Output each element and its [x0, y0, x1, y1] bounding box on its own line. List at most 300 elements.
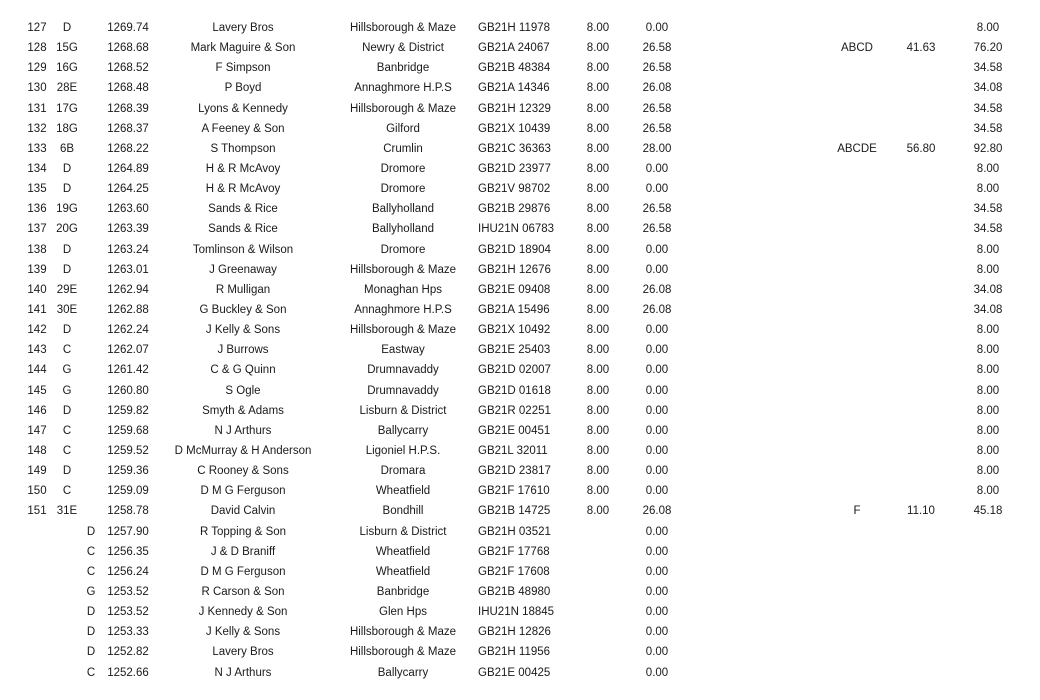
- velocity-cell: 1262.88: [107, 303, 149, 316]
- fancier-name-cell: J & D Braniff: [210, 545, 276, 558]
- position-cell: 133: [27, 142, 47, 155]
- position-cell: 136: [27, 203, 47, 216]
- table-row: [0, 159, 1040, 179]
- ring-number-cell: GB21F 17610: [478, 485, 550, 498]
- club-cell: Wheatfield: [375, 545, 431, 558]
- section-code-cell: C: [86, 666, 96, 679]
- fancier-name-cell: Sands & Rice: [208, 203, 278, 216]
- fancier-name-cell: F Simpson: [215, 62, 271, 75]
- fancier-name-cell: P Boyd: [224, 82, 262, 95]
- velocity-cell: 1264.25: [107, 183, 149, 196]
- prize-a-cell: 8.00: [586, 303, 610, 316]
- ring-number-cell: GB21H 11956: [478, 646, 551, 659]
- prize-a-cell: 8.00: [586, 122, 610, 135]
- position-cell: 149: [27, 465, 47, 478]
- prize-a-cell: 8.00: [586, 62, 610, 75]
- prize-a-cell: 8.00: [586, 344, 610, 357]
- table-row: [0, 401, 1040, 421]
- table-row: [0, 38, 1040, 58]
- prize-a-cell: 8.00: [586, 324, 610, 337]
- club-cell: Hillsborough & Maze: [349, 324, 457, 337]
- fancier-name-cell: Lavery Bros: [212, 22, 274, 34]
- section-code-cell: 17G: [56, 102, 78, 115]
- ring-number-cell: GB21F 17768: [478, 545, 550, 558]
- total-cell: 45.18: [973, 505, 1003, 518]
- table-row: [0, 522, 1040, 542]
- ring-number-cell: GB21E 00425: [478, 666, 551, 679]
- table-row: [0, 501, 1040, 521]
- table-row: [0, 119, 1040, 139]
- section-code-cell: C: [62, 424, 72, 437]
- pool-code-cell: F: [853, 505, 861, 518]
- prize-a-cell: 8.00: [586, 404, 610, 417]
- prize-a-cell: 8.00: [586, 485, 610, 498]
- ring-number-cell: GB21B 14725: [478, 505, 551, 518]
- prize-b-cell: 26.58: [642, 203, 672, 216]
- club-cell: Hillsborough & Maze: [349, 263, 457, 276]
- ring-number-cell: GB21B 48980: [478, 585, 551, 598]
- fancier-name-cell: D M G Ferguson: [200, 485, 286, 498]
- ring-number-cell: GB21H 12676: [478, 263, 551, 276]
- club-cell: Eastway: [381, 344, 425, 357]
- total-cell: 34.08: [973, 82, 1003, 95]
- fancier-name-cell: H & R McAvoy: [205, 183, 281, 196]
- prize-b-cell: 26.08: [642, 303, 672, 316]
- fancier-name-cell: A Feeney & Son: [201, 122, 285, 135]
- club-cell: Hillsborough & Maze: [349, 102, 457, 115]
- ring-number-cell: GB21D 02007: [478, 364, 551, 377]
- prize-a-cell: 8.00: [586, 505, 610, 518]
- table-row: [0, 179, 1040, 199]
- prize-a-cell: 8.00: [586, 162, 610, 175]
- section-code-cell: D: [62, 324, 72, 337]
- position-cell: 127: [27, 22, 47, 34]
- prize-b-cell: 0.00: [645, 626, 669, 639]
- table-row: [0, 99, 1040, 119]
- velocity-cell: 1264.89: [107, 162, 149, 175]
- prize-b-cell: 26.58: [642, 122, 672, 135]
- fancier-name-cell: David Calvin: [210, 505, 276, 518]
- position-cell: 142: [27, 324, 47, 337]
- prize-b-cell: 26.58: [642, 62, 672, 75]
- velocity-cell: 1262.94: [107, 283, 149, 296]
- total-cell: 8.00: [976, 485, 1000, 498]
- position-cell: 146: [27, 404, 47, 417]
- position-cell: 140: [27, 283, 47, 296]
- club-cell: Hillsborough & Maze: [349, 22, 457, 34]
- total-cell: 34.58: [973, 122, 1003, 135]
- total-cell: 8.00: [976, 243, 1000, 256]
- total-cell: 8.00: [976, 384, 1000, 397]
- prize-b-cell: 0.00: [645, 364, 669, 377]
- prize-b-cell: 0.00: [645, 384, 669, 397]
- table-row: [0, 18, 1040, 38]
- ring-number-cell: GB21C 36363: [478, 142, 551, 155]
- section-code-cell: C: [62, 485, 72, 498]
- prize-b-cell: 0.00: [645, 183, 669, 196]
- position-cell: 128: [27, 42, 47, 55]
- velocity-cell: 1262.24: [107, 324, 149, 337]
- fancier-name-cell: Lyons & Kennedy: [198, 102, 288, 115]
- prize-b-cell: 0.00: [645, 324, 669, 337]
- fancier-name-cell: Lavery Bros: [212, 646, 274, 659]
- prize-a-cell: 8.00: [586, 22, 610, 34]
- prize-a-cell: 8.00: [586, 263, 610, 276]
- total-cell: 8.00: [976, 404, 1000, 417]
- fancier-name-cell: Tomlinson & Wilson: [192, 243, 294, 256]
- section-code-cell: D: [62, 22, 72, 34]
- club-cell: Ballycarry: [377, 424, 429, 437]
- pool-code-cell: ABCD: [841, 42, 873, 55]
- prize-b-cell: 0.00: [645, 162, 669, 175]
- prize-b-cell: 0.00: [645, 606, 669, 619]
- club-cell: Crumlin: [383, 142, 423, 155]
- total-cell: 8.00: [976, 263, 1000, 276]
- section-code-cell: D: [86, 646, 96, 659]
- club-cell: Wheatfield: [375, 565, 431, 578]
- position-cell: 132: [27, 122, 47, 135]
- fancier-name-cell: S Ogle: [225, 384, 261, 397]
- section-code-cell: 16G: [56, 62, 78, 75]
- velocity-cell: 1256.24: [107, 565, 149, 578]
- club-cell: Hillsborough & Maze: [349, 626, 457, 639]
- ring-number-cell: GB21E 00451: [478, 424, 551, 437]
- total-cell: 8.00: [976, 344, 1000, 357]
- fancier-name-cell: H & R McAvoy: [205, 162, 281, 175]
- ring-number-cell: IHU21N 06783: [478, 223, 555, 236]
- section-code-cell: C: [62, 444, 72, 457]
- prize-b-cell: 0.00: [645, 444, 669, 457]
- ring-number-cell: GB21D 18904: [478, 243, 551, 256]
- fancier-name-cell: N J Arthurs: [214, 666, 272, 679]
- section-code-cell: D: [62, 183, 72, 196]
- section-code-cell: 31E: [56, 505, 78, 518]
- velocity-cell: 1268.52: [107, 62, 149, 75]
- table-row: [0, 240, 1040, 260]
- ring-number-cell: GB21H 03521: [478, 525, 551, 538]
- prize-b-cell: 0.00: [645, 485, 669, 498]
- velocity-cell: 1259.52: [107, 444, 149, 457]
- club-cell: Annaghmore H.P.S: [354, 82, 452, 95]
- section-code-cell: 19G: [56, 203, 78, 216]
- table-row: [0, 199, 1040, 219]
- fancier-name-cell: R Topping & Son: [199, 525, 287, 538]
- club-cell: Drumnavaddy: [367, 384, 439, 397]
- club-cell: Ballyholland: [371, 203, 434, 216]
- club-cell: Hillsborough & Maze: [349, 646, 457, 659]
- prize-b-cell: 0.00: [645, 646, 669, 659]
- total-cell: 34.08: [973, 303, 1003, 316]
- section-code-cell: C: [86, 545, 96, 558]
- velocity-cell: 1268.48: [107, 82, 149, 95]
- section-code-cell: G: [62, 364, 72, 377]
- total-cell: 34.58: [973, 203, 1003, 216]
- total-cell: 8.00: [976, 162, 1000, 175]
- pool-value-cell: 11.10: [907, 505, 935, 518]
- prize-a-cell: 8.00: [586, 384, 610, 397]
- section-code-cell: 30E: [56, 303, 78, 316]
- prize-a-cell: 8.00: [586, 243, 610, 256]
- prize-a-cell: 8.00: [586, 283, 610, 296]
- velocity-cell: 1257.90: [107, 525, 149, 538]
- ring-number-cell: GB21D 23817: [478, 465, 551, 478]
- ring-number-cell: GB21H 12329: [478, 102, 551, 115]
- velocity-cell: 1263.24: [107, 243, 149, 256]
- club-cell: Newry & District: [362, 42, 444, 55]
- ring-number-cell: GB21V 98702: [478, 183, 551, 196]
- table-row: [0, 280, 1040, 300]
- prize-b-cell: 0.00: [645, 263, 669, 276]
- position-cell: 135: [27, 183, 47, 196]
- fancier-name-cell: D McMurray & H Anderson: [174, 444, 312, 457]
- fancier-name-cell: J Kelly & Sons: [205, 626, 281, 639]
- section-code-cell: 6B: [59, 142, 75, 155]
- velocity-cell: 1268.37: [107, 122, 149, 135]
- club-cell: Ligoniel H.P.S.: [365, 444, 441, 457]
- table-row: [0, 78, 1040, 98]
- fancier-name-cell: J Kelly & Sons: [205, 324, 281, 337]
- position-cell: 129: [27, 62, 47, 75]
- position-cell: 148: [27, 444, 47, 457]
- club-cell: Ballyholland: [371, 223, 434, 236]
- pool-value-cell: 41.63: [906, 42, 936, 55]
- table-row: [0, 582, 1040, 602]
- fancier-name-cell: Mark Maguire & Son: [190, 42, 296, 55]
- fancier-name-cell: J Kennedy & Son: [198, 606, 288, 619]
- prize-b-cell: 0.00: [645, 465, 669, 478]
- prize-b-cell: 0.00: [645, 666, 669, 679]
- velocity-cell: 1269.74: [107, 22, 149, 34]
- fancier-name-cell: C Rooney & Sons: [197, 465, 289, 478]
- club-cell: Monaghan Hps: [364, 283, 442, 296]
- fancier-name-cell: N J Arthurs: [214, 424, 272, 437]
- prize-b-cell: 0.00: [645, 525, 669, 538]
- club-cell: Dromore: [380, 183, 426, 196]
- fancier-name-cell: C & G Quinn: [210, 364, 276, 377]
- prize-b-cell: 0.00: [645, 545, 669, 558]
- table-row: [0, 461, 1040, 481]
- prize-a-cell: 8.00: [586, 82, 610, 95]
- club-cell: Banbridge: [376, 585, 430, 598]
- fancier-name-cell: D M G Ferguson: [200, 565, 286, 578]
- prize-a-cell: 8.00: [586, 444, 610, 457]
- club-cell: Dromore: [380, 162, 426, 175]
- ring-number-cell: GB21B 29876: [478, 203, 551, 216]
- table-row: [0, 642, 1040, 662]
- position-cell: 150: [27, 485, 47, 498]
- total-cell: 34.08: [973, 283, 1003, 296]
- table-row: [0, 481, 1040, 501]
- position-cell: 144: [27, 364, 47, 377]
- ring-number-cell: GB21A 24067: [478, 42, 550, 55]
- velocity-cell: 1262.07: [107, 344, 149, 357]
- ring-number-cell: GB21F 17608: [478, 565, 550, 578]
- ring-number-cell: GB21R 02251: [478, 404, 551, 417]
- section-code-cell: D: [62, 404, 72, 417]
- velocity-cell: 1256.35: [107, 545, 149, 558]
- ring-number-cell: GB21E 09408: [478, 283, 551, 296]
- prize-a-cell: 8.00: [586, 203, 610, 216]
- velocity-cell: 1259.36: [107, 465, 149, 478]
- table-row: [0, 139, 1040, 159]
- velocity-cell: 1263.39: [107, 223, 149, 236]
- prize-b-cell: 26.58: [642, 223, 672, 236]
- section-code-cell: 28E: [56, 82, 78, 95]
- club-cell: Lisburn & District: [359, 404, 447, 417]
- position-cell: 141: [27, 303, 47, 316]
- total-cell: 76.20: [973, 42, 1003, 55]
- ring-number-cell: GB21X 10492: [478, 324, 551, 337]
- club-cell: Annaghmore H.P.S: [354, 303, 452, 316]
- section-code-cell: 18G: [56, 122, 78, 135]
- velocity-cell: 1253.52: [107, 606, 149, 619]
- table-row: [0, 320, 1040, 340]
- fancier-name-cell: Smyth & Adams: [202, 404, 284, 417]
- pool-code-cell: ABCDE: [837, 142, 877, 155]
- prize-a-cell: 8.00: [586, 142, 610, 155]
- club-cell: Lisburn & District: [359, 525, 447, 538]
- fancier-name-cell: Sands & Rice: [208, 223, 278, 236]
- club-cell: Glen Hps: [379, 606, 427, 619]
- club-cell: Dromore: [380, 243, 426, 256]
- ring-number-cell: IHU21N 18845: [478, 606, 555, 619]
- fancier-name-cell: J Greenaway: [209, 263, 277, 276]
- table-row: [0, 58, 1040, 78]
- prize-b-cell: 26.08: [642, 283, 672, 296]
- section-code-cell: D: [62, 162, 72, 175]
- table-row: [0, 300, 1040, 320]
- prize-b-cell: 26.58: [642, 42, 672, 55]
- table-row: [0, 622, 1040, 642]
- section-code-cell: 20G: [56, 223, 78, 236]
- ring-number-cell: GB21E 25403: [478, 344, 551, 357]
- prize-b-cell: 0.00: [645, 424, 669, 437]
- table-row: [0, 542, 1040, 562]
- velocity-cell: 1263.60: [107, 203, 149, 216]
- position-cell: 134: [27, 162, 47, 175]
- section-code-cell: D: [62, 263, 72, 276]
- ring-number-cell: GB21D 23977: [478, 162, 551, 175]
- club-cell: Banbridge: [376, 62, 430, 75]
- ring-number-cell: GB21D 01618: [478, 384, 551, 397]
- club-cell: Bondhill: [382, 505, 424, 518]
- section-code-cell: C: [62, 344, 72, 357]
- table-row: [0, 340, 1040, 360]
- prize-a-cell: 8.00: [586, 424, 610, 437]
- velocity-cell: 1268.39: [107, 102, 149, 115]
- total-cell: 8.00: [976, 22, 1000, 34]
- table-row: [0, 441, 1040, 461]
- prize-b-cell: 0.00: [645, 344, 669, 357]
- table-row: [0, 219, 1040, 239]
- club-cell: Ballycarry: [377, 666, 429, 679]
- prize-b-cell: 26.08: [642, 505, 672, 518]
- velocity-cell: 1261.42: [107, 364, 149, 377]
- velocity-cell: 1252.82: [107, 646, 149, 659]
- position-cell: 139: [27, 263, 47, 276]
- table-row: [0, 663, 1040, 683]
- prize-b-cell: 0.00: [645, 565, 669, 578]
- total-cell: 8.00: [976, 324, 1000, 337]
- section-code-cell: 29E: [56, 283, 78, 296]
- ring-number-cell: GB21L 32011: [478, 444, 548, 457]
- prize-b-cell: 28.00: [642, 142, 672, 155]
- ring-number-cell: GB21B 48384: [478, 62, 551, 75]
- velocity-cell: 1253.52: [107, 585, 149, 598]
- ring-number-cell: GB21A 14346: [478, 82, 550, 95]
- club-cell: Wheatfield: [375, 485, 431, 498]
- position-cell: 130: [27, 82, 47, 95]
- total-cell: 8.00: [976, 444, 1000, 457]
- total-cell: 34.58: [973, 223, 1003, 236]
- velocity-cell: 1263.01: [107, 263, 149, 276]
- section-code-cell: C: [86, 565, 96, 578]
- prize-a-cell: 8.00: [586, 42, 610, 55]
- prize-a-cell: 8.00: [586, 465, 610, 478]
- section-code-cell: G: [86, 585, 96, 598]
- prize-b-cell: 26.08: [642, 82, 672, 95]
- total-cell: 92.80: [973, 142, 1003, 155]
- section-code-cell: D: [86, 525, 96, 538]
- velocity-cell: 1252.66: [107, 666, 149, 679]
- club-cell: Gilford: [386, 122, 420, 135]
- section-code-cell: G: [62, 384, 72, 397]
- fancier-name-cell: S Thompson: [210, 142, 276, 155]
- velocity-cell: 1268.68: [107, 42, 149, 55]
- ring-number-cell: GB21X 10439: [478, 122, 551, 135]
- table-row: [0, 360, 1040, 380]
- velocity-cell: 1259.82: [107, 404, 149, 417]
- position-cell: 151: [27, 505, 47, 518]
- total-cell: 8.00: [976, 424, 1000, 437]
- position-cell: 143: [27, 344, 47, 357]
- club-cell: Drumnavaddy: [367, 364, 439, 377]
- section-code-cell: D: [86, 626, 96, 639]
- prize-a-cell: 8.00: [586, 183, 610, 196]
- fancier-name-cell: R Carson & Son: [201, 585, 285, 598]
- table-row: [0, 381, 1040, 401]
- prize-a-cell: 8.00: [586, 102, 610, 115]
- ring-number-cell: GB21H 11978: [478, 22, 551, 34]
- total-cell: 8.00: [976, 465, 1000, 478]
- velocity-cell: 1258.78: [107, 505, 149, 518]
- section-code-cell: D: [86, 606, 96, 619]
- prize-b-cell: 26.58: [642, 102, 672, 115]
- total-cell: 8.00: [976, 183, 1000, 196]
- prize-a-cell: 8.00: [586, 223, 610, 236]
- position-cell: 137: [27, 223, 47, 236]
- section-code-cell: D: [62, 465, 72, 478]
- position-cell: 147: [27, 424, 47, 437]
- section-code-cell: 15G: [56, 42, 78, 55]
- total-cell: 8.00: [976, 364, 1000, 377]
- velocity-cell: 1268.22: [107, 142, 149, 155]
- results-table: [0, 18, 1040, 683]
- table-row: [0, 562, 1040, 582]
- prize-a-cell: 8.00: [586, 364, 610, 377]
- fancier-name-cell: J Burrows: [217, 344, 269, 357]
- table-row: [0, 602, 1040, 622]
- fancier-name-cell: G Buckley & Son: [199, 303, 287, 316]
- velocity-cell: 1259.68: [107, 424, 149, 437]
- prize-b-cell: 0.00: [645, 22, 669, 34]
- ring-number-cell: GB21A 15496: [478, 303, 550, 316]
- table-row: [0, 260, 1040, 280]
- prize-b-cell: 0.00: [645, 585, 669, 598]
- prize-b-cell: 0.00: [645, 404, 669, 417]
- section-code-cell: D: [62, 243, 72, 256]
- position-cell: 131: [27, 102, 47, 115]
